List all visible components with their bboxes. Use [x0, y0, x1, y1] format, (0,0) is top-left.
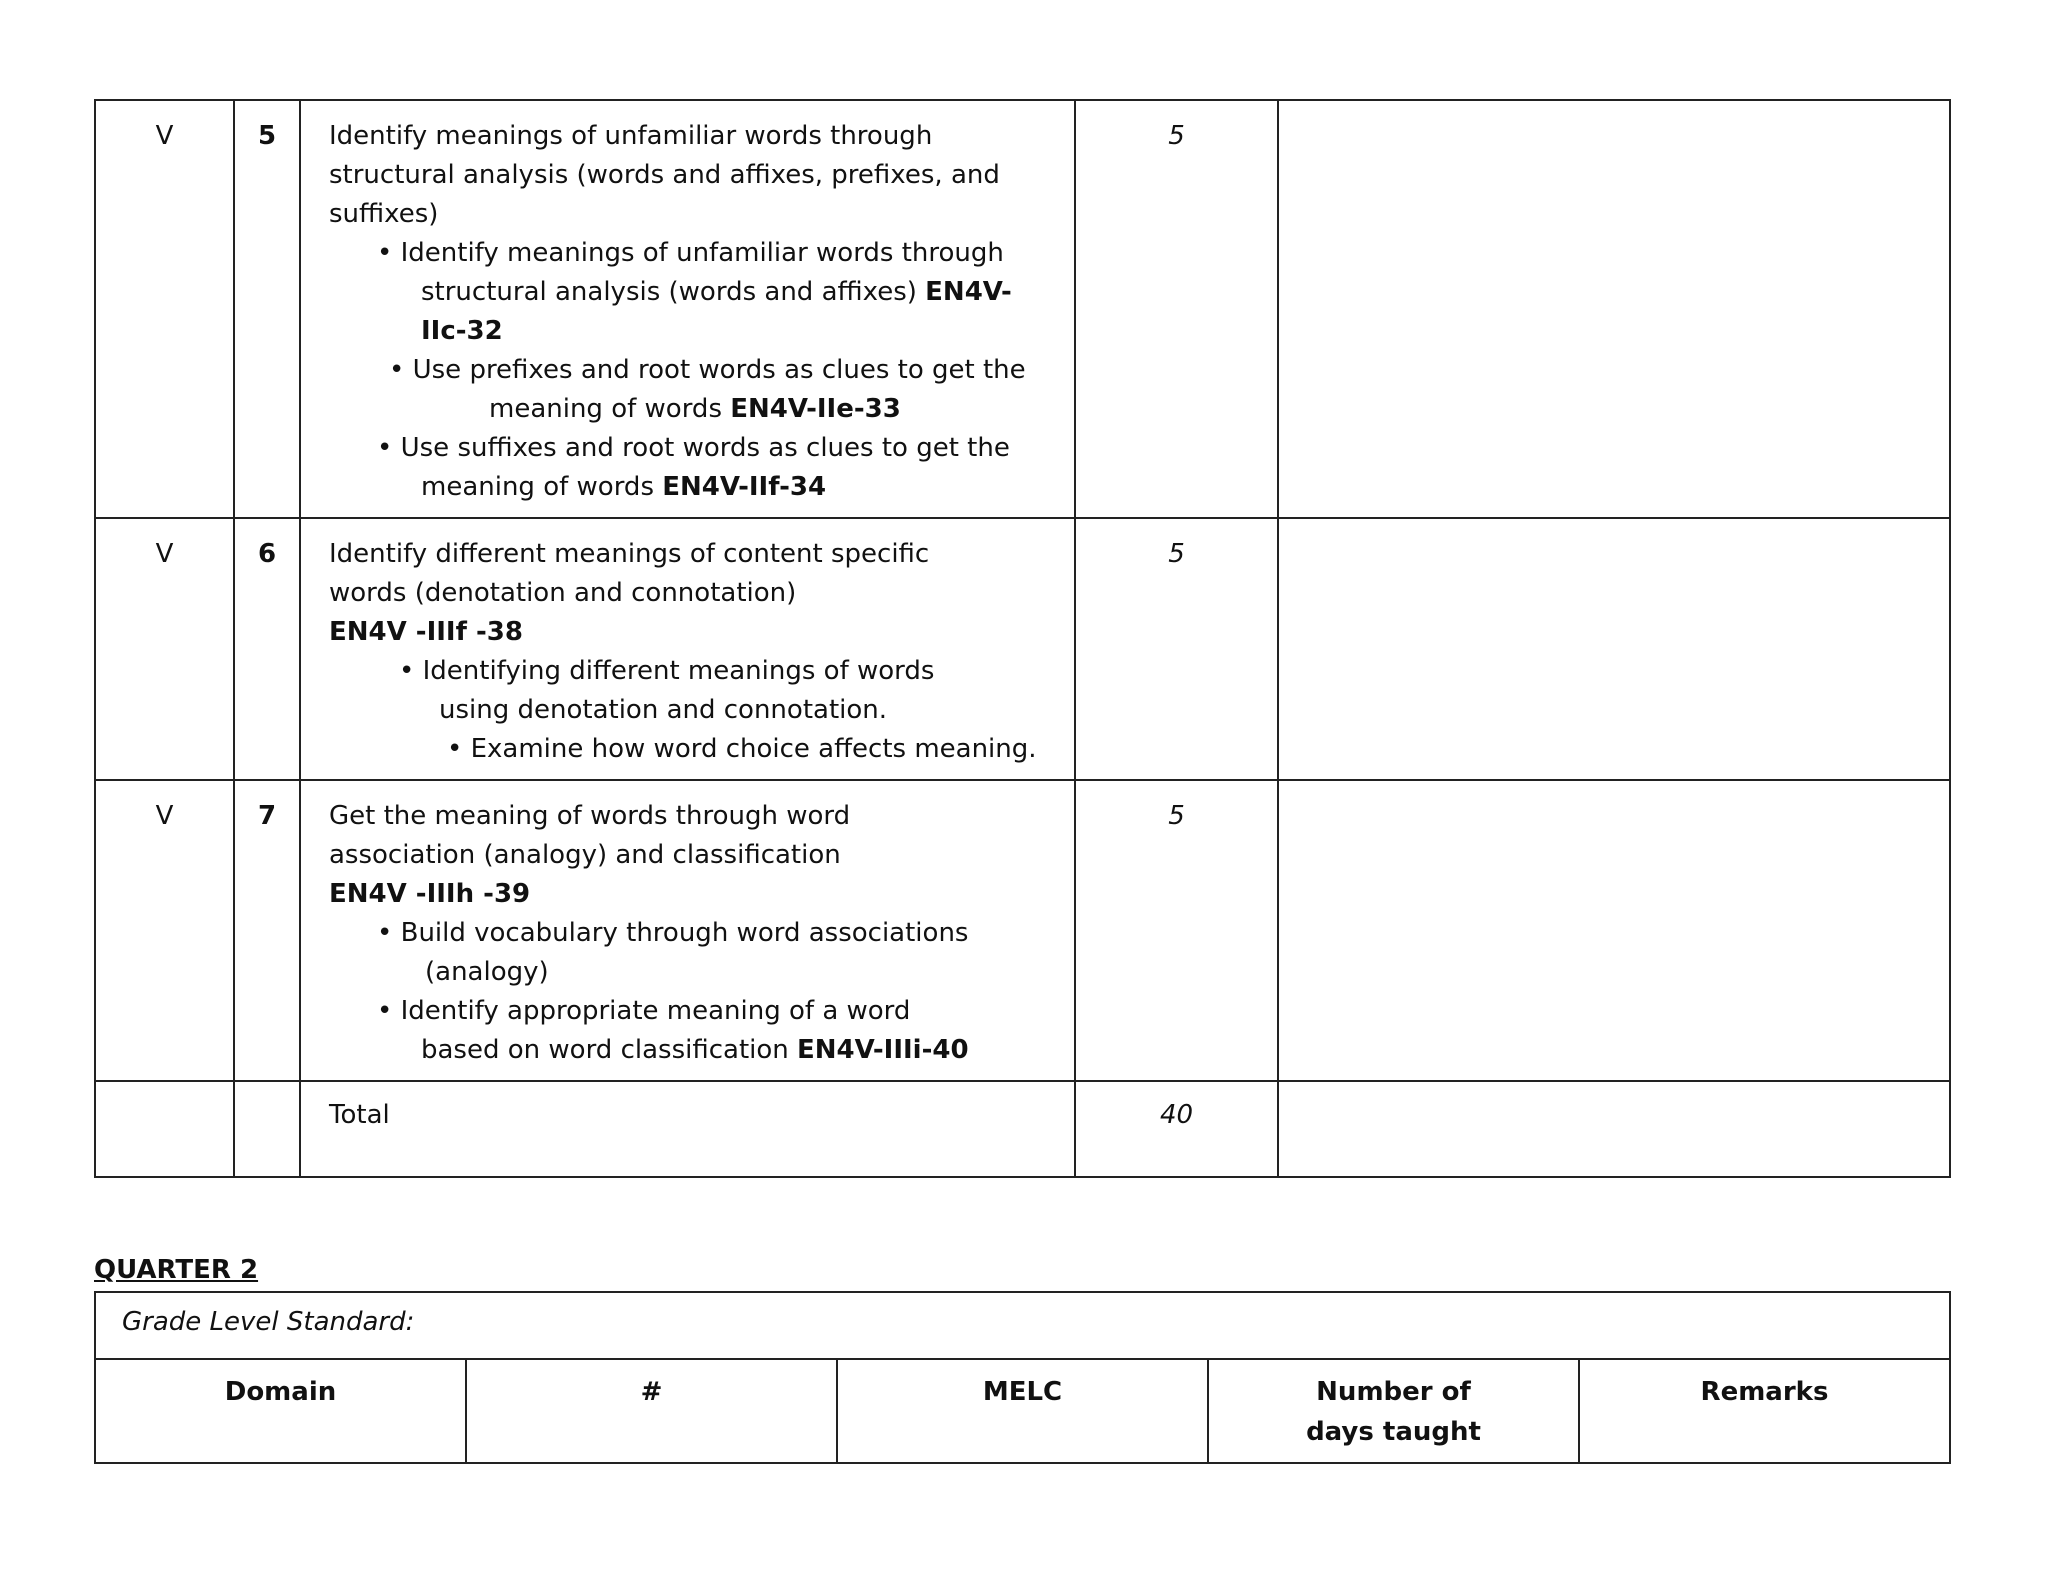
melc-text: • Examine how word choice affects meaning. — [447, 734, 1037, 764]
melc-line — [329, 797, 1064, 836]
melc-line — [329, 992, 1064, 1031]
melc-line — [329, 351, 1064, 390]
melc-text: structural analysis (words and affixes) — [421, 277, 926, 307]
melc-cell — [300, 780, 1075, 1081]
melc-cell — [300, 518, 1075, 780]
header-remarks: Remarks — [1579, 1359, 1950, 1463]
header-domain: Domain — [95, 1359, 466, 1463]
melc-line — [329, 429, 1064, 468]
melc-line — [329, 273, 1064, 312]
melc-text: • Identify meanings of unfamiliar words through — [377, 238, 1004, 268]
total-days: 40 — [1075, 1081, 1278, 1177]
competency-code: EN4V -IIIf -38 — [329, 617, 523, 647]
total-domain-cell — [95, 1081, 234, 1177]
header-days — [1208, 1359, 1579, 1463]
melc-cell — [300, 100, 1075, 518]
melc-text: Get the meaning of words through word — [329, 801, 851, 831]
melc-text: • Use suffixes and root words as clues to get the — [377, 433, 1010, 463]
melc-line — [329, 468, 1064, 507]
remarks-cell — [1278, 780, 1950, 1081]
quarter-title: QUARTER 2 — [94, 1255, 259, 1285]
melc-line — [329, 390, 1064, 429]
melc-row — [95, 100, 1950, 518]
melc-line — [329, 836, 1064, 875]
melc-line — [329, 652, 1064, 691]
domain-cell: V — [95, 100, 234, 518]
melc-line — [329, 195, 1064, 234]
melc-line — [329, 1031, 1064, 1070]
melc-line — [329, 914, 1064, 953]
melc-line — [329, 875, 1064, 914]
competency-code: IIc-32 — [421, 316, 503, 346]
melc-text: Identify different meanings of content specific — [329, 539, 930, 569]
total-number-cell — [234, 1081, 300, 1177]
grade-level-standard-label: Grade Level Standard: — [95, 1292, 1950, 1359]
total-label: Total — [300, 1081, 1075, 1177]
header-days-line2: days taught — [1306, 1417, 1481, 1447]
melc-text: • Identify appropriate meaning of a word — [377, 996, 911, 1026]
melc-line — [329, 234, 1064, 273]
melc-text: association (analogy) and classification — [329, 840, 841, 870]
competency-code: EN4V-IIf-34 — [662, 472, 827, 502]
melc-row — [95, 780, 1950, 1081]
melc-line — [329, 613, 1064, 652]
melc-text: structural analysis (words and affixes, prefixes, and — [329, 160, 1000, 190]
melc-table — [94, 99, 1951, 1178]
remarks-cell — [1278, 518, 1950, 780]
competency-code: EN4V- — [925, 277, 1012, 307]
total-remarks-cell — [1278, 1081, 1950, 1177]
total-row — [95, 1081, 1950, 1177]
melc-line — [329, 691, 1064, 730]
melc-line — [329, 156, 1064, 195]
melc-line — [329, 535, 1064, 574]
melc-text: • Identifying different meanings of words — [399, 656, 935, 686]
melc-text: suffixes) — [329, 199, 439, 229]
number-cell: 5 — [234, 100, 300, 518]
quarter-2-table — [94, 1291, 1951, 1464]
melc-text: (analogy) — [425, 957, 549, 987]
number-cell: 6 — [234, 518, 300, 780]
domain-cell: V — [95, 780, 234, 1081]
melc-text: Identify meanings of unfamiliar words through — [329, 121, 933, 151]
melc-text: • Use prefixes and root words as clues to get the — [389, 355, 1026, 385]
header-days-line1: Number of — [1316, 1377, 1471, 1407]
melc-line — [329, 312, 1064, 351]
number-cell: 7 — [234, 780, 300, 1081]
melc-row — [95, 518, 1950, 780]
competency-code: EN4V-IIIi-40 — [797, 1035, 969, 1065]
melc-line — [329, 953, 1064, 992]
header-number: # — [466, 1359, 837, 1463]
competency-code: EN4V -IIIh -39 — [329, 879, 531, 909]
days-cell: 5 — [1075, 518, 1278, 780]
remarks-cell — [1278, 100, 1950, 518]
days-cell: 5 — [1075, 100, 1278, 518]
days-cell: 5 — [1075, 780, 1278, 1081]
melc-line — [329, 117, 1064, 156]
melc-text: using denotation and connotation. — [439, 695, 888, 725]
competency-code: EN4V-IIe-33 — [730, 394, 901, 424]
grade-level-standard-row — [95, 1292, 1950, 1359]
melc-text: meaning of words — [421, 472, 663, 502]
melc-line — [329, 574, 1064, 613]
melc-text: based on word classification — [421, 1035, 798, 1065]
melc-text: • Build vocabulary through word associations — [377, 918, 969, 948]
header-melc: MELC — [837, 1359, 1208, 1463]
melc-line — [329, 730, 1064, 769]
melc-table-body — [95, 100, 1950, 1081]
melc-text: words (denotation and connotation) — [329, 578, 797, 608]
header-row — [95, 1359, 1950, 1463]
domain-cell: V — [95, 518, 234, 780]
melc-text: meaning of words — [489, 394, 731, 424]
